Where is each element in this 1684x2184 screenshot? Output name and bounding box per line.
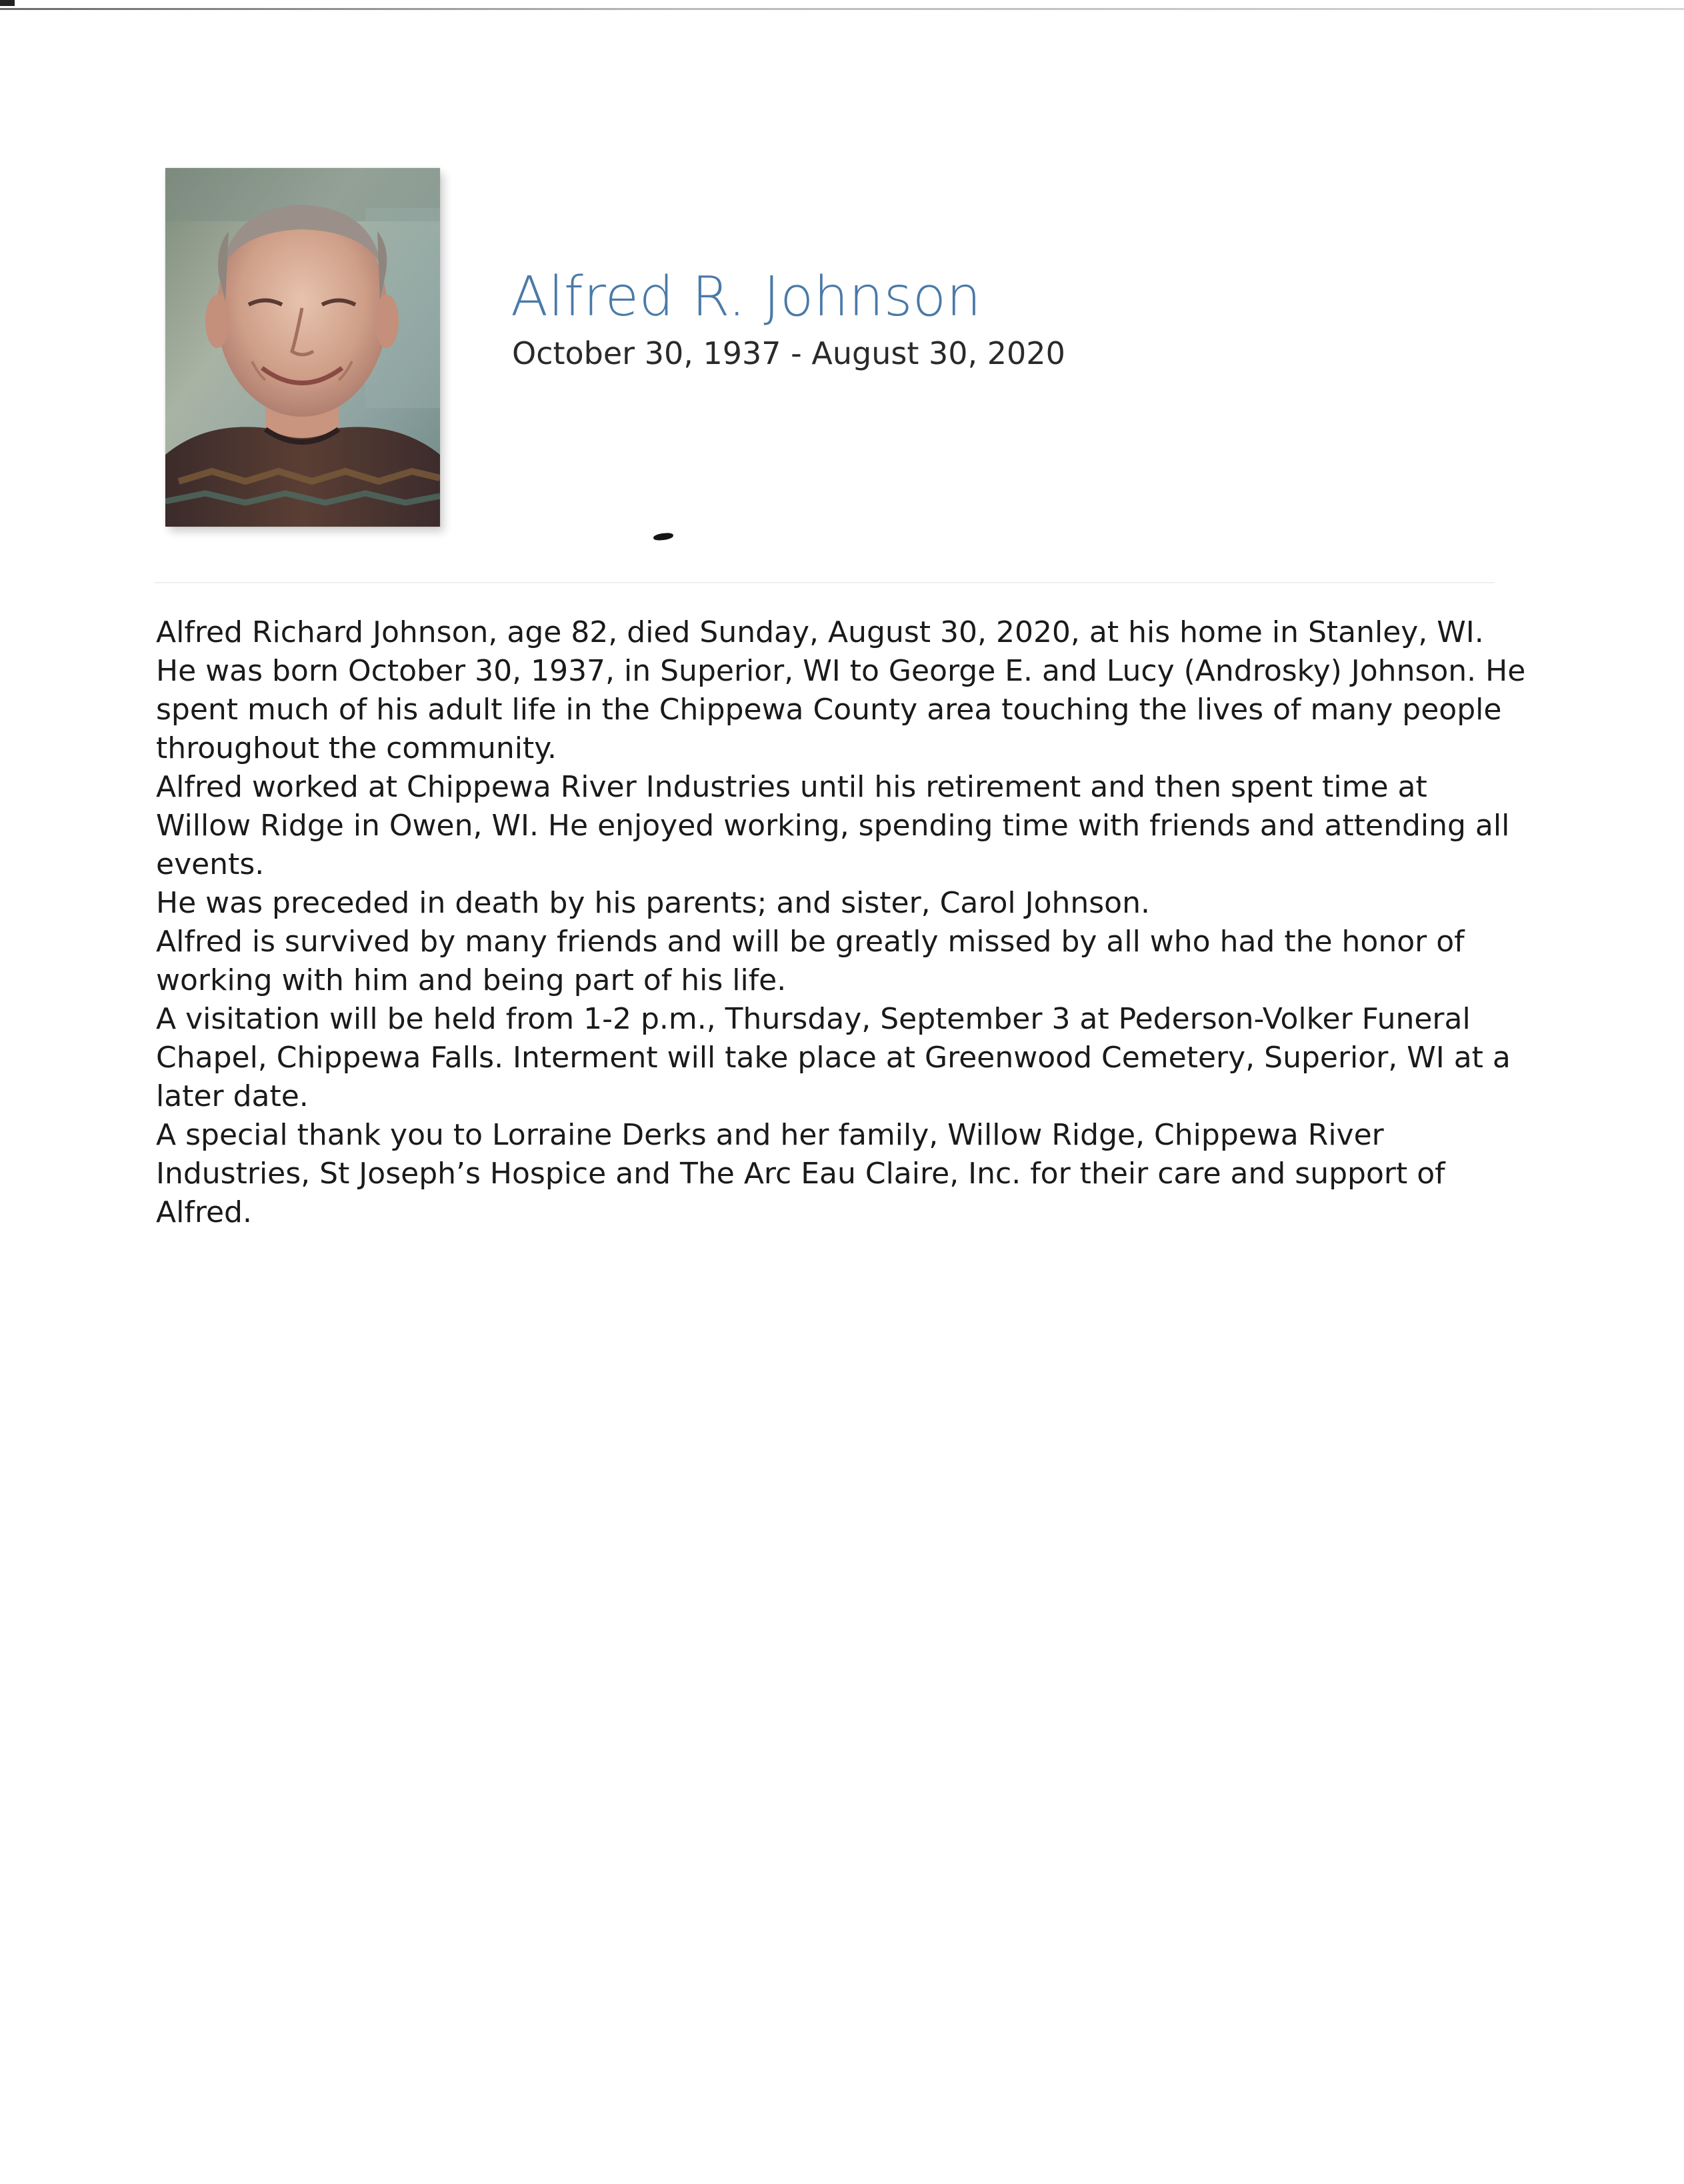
obituary-paragraph-preceded: He was preceded in death by his parents; and sister, Carol Johnson. <box>156 886 1150 920</box>
obituary-paragraph-thanks: A special thank you to Lorraine Derks and her family, Willow Ridge, Chippewa River Industries, St Joseph’s Hospice and The Arc Eau Claire, Inc. for their care and support of Alfred. <box>156 1118 1445 1229</box>
section-divider <box>155 582 1495 583</box>
deceased-name: Alfred R. Johnson <box>511 265 982 329</box>
scan-edge-mark <box>0 0 15 6</box>
scan-ink-spot <box>653 532 674 541</box>
portrait-icon <box>165 168 440 527</box>
obituary-paragraph-birth: He was born October 30, 1937, in Superior, WI to George E. and Lucy (Androsky) Johnson. He spent much of his adult life in the Chippewa County area touching the lives of many people throughout the community. <box>156 654 1526 765</box>
obituary-text <box>156 613 1529 1232</box>
obituary-paragraph-death: Alfred Richard Johnson, age 82, died Sunday, August 30, 2020, at his home in Stanley, WI. <box>156 615 1484 649</box>
obituary-paragraph-work: Alfred worked at Chippewa River Industries until his retirement and then spent time at Willow Ridge in Owen, WI. He enjoyed working, spending time with friends and attending all events. <box>156 770 1510 881</box>
portrait-photo <box>165 168 440 527</box>
obituary-paragraph-survived: Alfred is survived by many friends and will be greatly missed by all who had the honor of working with him and being part of his life. <box>156 925 1465 997</box>
scan-edge-line <box>0 8 1684 10</box>
life-dates: October 30, 1937 - August 30, 2020 <box>512 335 1065 371</box>
obituary-paragraph-visitation: A visitation will be held from 1-2 p.m., Thursday, September 3 at Pederson-Volker Funeral Chapel, Chippewa Falls. Interment will take place at Greenwood Cemetery, Superior, WI at a later date. <box>156 1002 1511 1113</box>
